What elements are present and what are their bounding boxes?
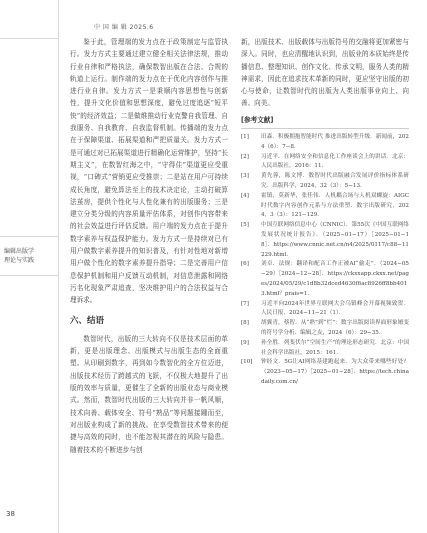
reference-text: 中国互联网络信息中心（CNNIC）．第55次《中国互联网络发展状况统计报告》．（2025−01−17）［2025−01−18］．https://www.cnnic.net.cn/n4/2025/0117/c88−11229.html．	[261, 222, 409, 258]
reference-number: [3]	[241, 173, 249, 180]
references-title: [参考文献]	[241, 115, 274, 124]
reference-text: 黄先蓉，陈文博．数智时代出版融合发展评价指标体系研究．出版科学，2024，32（3）：5−13．	[261, 173, 409, 190]
reference-text: 钟经文．5G让AI网络基建跑起来．为大众带来哪些好处？（2023−05−17）［2025−01−28］．https://tech.chinadaily.com.cn/	[261, 359, 409, 385]
left-column	[70, 36, 228, 456]
reference-text: 习近平．在网络安全和信息化工作座谈会上的讲话．北京：人民出版社，2016：11．	[261, 153, 409, 170]
reference-text: 胡翼青，蔡智．从“熟”到“烂”：数字出版阅读界面形象嬗变的符号学分析．编辑之友，2024（6）：29−35．	[261, 320, 409, 337]
body-paragraph: 数智时代，出版的三大转向不仅是技术层面的革新，更是出版理念、出版模式与出版生态的全面重塑。从印刷到数字，再到如今数智化的全方位迈进，出版技术经历了跨越式的飞跃，不仅极大地提升了出版的效率与质量，更催生了全新的出版业态与商业模式。然而，数智时代出版的三大转向并非一帆风顺，技术向善、载体安全、符号“熟品”等问题接踵而至，对出版业构成了新的挑战。在享受数智技术带来的便捷与高效的同时，也不能忽视其潜在的风险与隐患。随着技术的不断进步与创	[70, 334, 228, 454]
reference-item	[241, 358, 409, 387]
reference-text: 习近平向2024年世界互联网大会乌镇峰会开幕视频致贺．人民日报，2024−11−21（1）．	[261, 300, 409, 317]
right-column	[241, 36, 409, 388]
margin-divider	[0, 38, 58, 39]
reference-number: [4]	[241, 192, 249, 199]
reference-item	[241, 300, 409, 320]
reference-number: [9]	[241, 339, 249, 346]
reference-item	[241, 153, 409, 173]
reference-item	[241, 133, 409, 153]
reference-number: [6]	[241, 261, 249, 268]
margin-divider	[0, 236, 58, 237]
reference-item	[241, 260, 409, 299]
body-paragraph: 鉴于此，管理端的发力点在于政策制定与监管执行。发力方式主要通过建立健全相关法律法规，推动行业自律和严格执法，确保数智出版在合法、合规的轨道上运行。制作端的发力点在于优化内容创作与推进行业自律。发力方式一是秉顺内容思想性与创新性，提升文化价值和思想深度，避免过度追逐“短平快”的经济效益；二是做维推动行业克警自我管理、自我服务、自我教育、自我监督机制。传播端的发力点在于保障渠道、拓展渠道和严把质量关。发力方式一是可通过对已拓展渠道进行精确化运营维护，坚持“长期主义”，在数智红海之中，“守得住”渠道更应受重视，“口碑式”营销更应受推崇；二是站在用户可持续成长角度，避免算法至上的技术决定论，主动打破算法茧房，提供个性化与人性化兼有的出版服务；三是建立分类分级的内容质量评估体系，对创作内容带来的社会效益进行评估反馈。用户端的发力点在于提升数字素养与权益保护能力。发力方式一是持续对已有用户做数字素养提升的知识普及，有针对性地对新增用户做个性化的数字素养提升指导；二是完善用户信息保护机制和用户反馈互动机制，对信息泄露和网络污名化现象严肃追查，坚决维护用户的合法权益与合理诉求。	[70, 38, 228, 305]
body-paragraph: 新，出版技术、出版载体与出版符号的交融将更加紧密与深入。同时，也应清醒地认识到，出版业的本质始终是传播信息、整理知识、创作文化、传承文明，服务人类的精神需求，因此在追求技术革新的同时，更应坚守出版的初心与使命，让数智时代的出版为人类出版事业向上、向善、向美。	[241, 38, 409, 108]
section-heading: 六、结语	[70, 315, 105, 326]
section-label-line2: 理论与实践	[4, 257, 35, 264]
reference-number: [7]	[241, 300, 249, 307]
reference-item	[241, 172, 409, 192]
reference-item	[241, 192, 409, 221]
reference-number: [2]	[241, 153, 249, 160]
reference-text: 霍镇，莫新华，张佳伟．人机耦合场与人机双螺旋：AIGC时代数字内容创作元系与方法重塑．数字出版研究，2024，3（3）：121−129．	[261, 192, 409, 219]
reference-number: [10]	[241, 359, 253, 366]
running-head: 中 国 编 辑 2025.6	[94, 24, 154, 31]
reference-number: [5]	[241, 222, 249, 229]
section-label-line1: 编辑出版学	[4, 248, 35, 255]
references-list	[241, 133, 409, 388]
reference-text: 田森．积极拥抱智能时代 推进出版转型升级．新闻前，2024（6）：7−8．	[261, 134, 409, 150]
section-label	[4, 247, 54, 265]
reference-text: 刘卓．法规：翻译和配音工作正被AI“偷走”．（2024−05−29）［2024−12−28］．https://ckxxapp.ckxx.net/pages/2024/05/29/c1d8b32dced4630f6ac8926ff8bb4013.html？prais=1．	[261, 261, 409, 297]
reference-number: [1]	[241, 134, 249, 141]
reference-item	[241, 319, 409, 339]
page-margin-sidebar	[0, 0, 59, 533]
reference-text: 孙全胜．列斐伏尔“空间生产”的理论形态研究．北京：中国社会科学出版社，2015：161．	[261, 339, 409, 356]
references-divider	[241, 128, 409, 129]
page-number: 38	[6, 510, 15, 518]
reference-item	[241, 339, 409, 359]
reference-number: [8]	[241, 320, 249, 327]
margin-divider	[0, 275, 58, 276]
reference-item	[241, 221, 409, 260]
